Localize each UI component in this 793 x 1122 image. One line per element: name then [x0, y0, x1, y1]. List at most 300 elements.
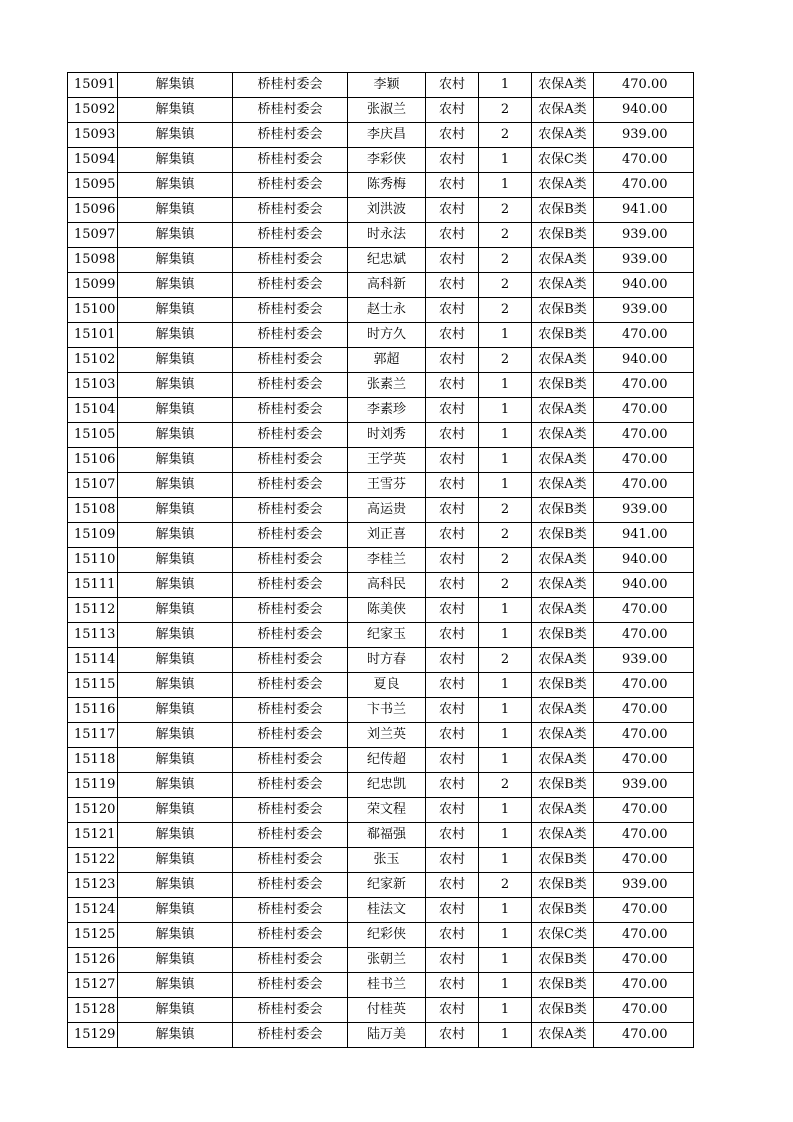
insurance-category-cell: 农保A类	[532, 748, 594, 773]
name-cell: 王学英	[348, 448, 426, 473]
household-count-cell: 2	[479, 223, 532, 248]
serial-number-cell: 15118	[68, 748, 118, 773]
household-count-cell: 2	[479, 873, 532, 898]
insurance-category-cell: 农保B类	[532, 873, 594, 898]
area-type-cell: 农村	[426, 998, 479, 1023]
amount-cell: 470.00	[594, 323, 694, 348]
name-cell: 李桂兰	[348, 548, 426, 573]
insurance-category-cell: 农保B类	[532, 498, 594, 523]
data-table	[67, 72, 694, 1048]
village-committee-cell: 桥桂村委会	[233, 348, 348, 373]
household-count-cell: 1	[479, 323, 532, 348]
village-committee-cell: 桥桂村委会	[233, 573, 348, 598]
town-cell: 解集镇	[118, 698, 233, 723]
serial-number-cell: 15114	[68, 648, 118, 673]
name-cell: 李颖	[348, 73, 426, 98]
household-count-cell: 1	[479, 423, 532, 448]
area-type-cell: 农村	[426, 523, 479, 548]
name-cell: 高运贵	[348, 498, 426, 523]
amount-cell: 939.00	[594, 248, 694, 273]
table-row	[68, 373, 694, 398]
village-committee-cell: 桥桂村委会	[233, 298, 348, 323]
insurance-category-cell: 农保A类	[532, 548, 594, 573]
household-count-cell: 1	[479, 398, 532, 423]
insurance-category-cell: 农保A类	[532, 248, 594, 273]
village-committee-cell: 桥桂村委会	[233, 673, 348, 698]
name-cell: 高科新	[348, 273, 426, 298]
amount-cell: 470.00	[594, 623, 694, 648]
household-count-cell: 1	[479, 923, 532, 948]
household-count-cell: 1	[479, 173, 532, 198]
village-committee-cell: 桥桂村委会	[233, 448, 348, 473]
household-count-cell: 1	[479, 848, 532, 873]
amount-cell: 470.00	[594, 823, 694, 848]
village-committee-cell: 桥桂村委会	[233, 823, 348, 848]
amount-cell: 470.00	[594, 423, 694, 448]
insurance-category-cell: 农保B类	[532, 998, 594, 1023]
village-committee-cell: 桥桂村委会	[233, 473, 348, 498]
town-cell: 解集镇	[118, 398, 233, 423]
insurance-category-cell: 农保A类	[532, 398, 594, 423]
insurance-category-cell: 农保A类	[532, 798, 594, 823]
insurance-category-cell: 农保A类	[532, 573, 594, 598]
town-cell: 解集镇	[118, 298, 233, 323]
area-type-cell: 农村	[426, 573, 479, 598]
table-row	[68, 123, 694, 148]
village-committee-cell: 桥桂村委会	[233, 398, 348, 423]
amount-cell: 470.00	[594, 748, 694, 773]
name-cell: 纪忠凯	[348, 773, 426, 798]
area-type-cell: 农村	[426, 773, 479, 798]
amount-cell: 939.00	[594, 498, 694, 523]
village-committee-cell: 桥桂村委会	[233, 548, 348, 573]
village-committee-cell: 桥桂村委会	[233, 223, 348, 248]
town-cell: 解集镇	[118, 98, 233, 123]
town-cell: 解集镇	[118, 198, 233, 223]
table-row	[68, 498, 694, 523]
household-count-cell: 1	[479, 948, 532, 973]
serial-number-cell: 15116	[68, 698, 118, 723]
area-type-cell: 农村	[426, 923, 479, 948]
household-count-cell: 1	[479, 898, 532, 923]
town-cell: 解集镇	[118, 873, 233, 898]
serial-number-cell: 15099	[68, 273, 118, 298]
insurance-category-cell: 农保A类	[532, 423, 594, 448]
table-row	[68, 898, 694, 923]
household-count-cell: 2	[479, 123, 532, 148]
amount-cell: 470.00	[594, 148, 694, 173]
name-cell: 赵士永	[348, 298, 426, 323]
serial-number-cell: 15127	[68, 973, 118, 998]
name-cell: 高科民	[348, 573, 426, 598]
town-cell: 解集镇	[118, 948, 233, 973]
insurance-category-cell: 农保B类	[532, 373, 594, 398]
table-row	[68, 623, 694, 648]
household-count-cell: 1	[479, 623, 532, 648]
table-row	[68, 398, 694, 423]
table-row	[68, 198, 694, 223]
amount-cell: 940.00	[594, 98, 694, 123]
name-cell: 刘洪波	[348, 198, 426, 223]
name-cell: 张素兰	[348, 373, 426, 398]
insurance-category-cell: 农保A类	[532, 348, 594, 373]
town-cell: 解集镇	[118, 998, 233, 1023]
table-row	[68, 248, 694, 273]
amount-cell: 939.00	[594, 648, 694, 673]
insurance-category-cell: 农保A类	[532, 598, 594, 623]
name-cell: 纪家玉	[348, 623, 426, 648]
amount-cell: 470.00	[594, 398, 694, 423]
area-type-cell: 农村	[426, 73, 479, 98]
area-type-cell: 农村	[426, 698, 479, 723]
town-cell: 解集镇	[118, 323, 233, 348]
serial-number-cell: 15091	[68, 73, 118, 98]
table-row	[68, 923, 694, 948]
town-cell: 解集镇	[118, 148, 233, 173]
town-cell: 解集镇	[118, 898, 233, 923]
village-committee-cell: 桥桂村委会	[233, 648, 348, 673]
name-cell: 桂书兰	[348, 973, 426, 998]
area-type-cell: 农村	[426, 423, 479, 448]
village-committee-cell: 桥桂村委会	[233, 898, 348, 923]
name-cell: 王雪芬	[348, 473, 426, 498]
amount-cell: 940.00	[594, 348, 694, 373]
household-count-cell: 1	[479, 998, 532, 1023]
serial-number-cell: 15119	[68, 773, 118, 798]
serial-number-cell: 15126	[68, 948, 118, 973]
amount-cell: 470.00	[594, 473, 694, 498]
table-row	[68, 73, 694, 98]
serial-number-cell: 15104	[68, 398, 118, 423]
household-count-cell: 1	[479, 73, 532, 98]
town-cell: 解集镇	[118, 823, 233, 848]
table-row	[68, 1023, 694, 1048]
town-cell: 解集镇	[118, 223, 233, 248]
table-row	[68, 273, 694, 298]
village-committee-cell: 桥桂村委会	[233, 798, 348, 823]
serial-number-cell: 15110	[68, 548, 118, 573]
town-cell: 解集镇	[118, 248, 233, 273]
amount-cell: 941.00	[594, 198, 694, 223]
village-committee-cell: 桥桂村委会	[233, 773, 348, 798]
insurance-category-cell: 农保B类	[532, 323, 594, 348]
area-type-cell: 农村	[426, 598, 479, 623]
table-row	[68, 948, 694, 973]
insurance-category-cell: 农保A类	[532, 648, 594, 673]
serial-number-cell: 15103	[68, 373, 118, 398]
name-cell: 陆万美	[348, 1023, 426, 1048]
table-row	[68, 848, 694, 873]
household-count-cell: 2	[479, 773, 532, 798]
town-cell: 解集镇	[118, 73, 233, 98]
insurance-category-cell: 农保A类	[532, 723, 594, 748]
insurance-category-cell: 农保C类	[532, 923, 594, 948]
table-row	[68, 598, 694, 623]
area-type-cell: 农村	[426, 823, 479, 848]
name-cell: 李素珍	[348, 398, 426, 423]
insurance-category-cell: 农保B类	[532, 848, 594, 873]
amount-cell: 470.00	[594, 1023, 694, 1048]
amount-cell: 470.00	[594, 948, 694, 973]
amount-cell: 940.00	[594, 273, 694, 298]
village-committee-cell: 桥桂村委会	[233, 748, 348, 773]
name-cell: 时方春	[348, 648, 426, 673]
village-committee-cell: 桥桂村委会	[233, 923, 348, 948]
village-committee-cell: 桥桂村委会	[233, 73, 348, 98]
insurance-category-cell: 农保B类	[532, 948, 594, 973]
area-type-cell: 农村	[426, 223, 479, 248]
town-cell: 解集镇	[118, 648, 233, 673]
table-row	[68, 523, 694, 548]
area-type-cell: 农村	[426, 498, 479, 523]
table-body	[68, 73, 694, 1048]
village-committee-cell: 桥桂村委会	[233, 148, 348, 173]
amount-cell: 470.00	[594, 848, 694, 873]
town-cell: 解集镇	[118, 573, 233, 598]
table-row	[68, 748, 694, 773]
household-count-cell: 1	[479, 1023, 532, 1048]
amount-cell: 470.00	[594, 73, 694, 98]
amount-cell: 470.00	[594, 673, 694, 698]
table-row	[68, 448, 694, 473]
serial-number-cell: 15106	[68, 448, 118, 473]
insurance-category-cell: 农保A类	[532, 273, 594, 298]
area-type-cell: 农村	[426, 748, 479, 773]
town-cell: 解集镇	[118, 473, 233, 498]
village-committee-cell: 桥桂村委会	[233, 723, 348, 748]
name-cell: 纪彩侠	[348, 923, 426, 948]
household-count-cell: 1	[479, 823, 532, 848]
name-cell: 张玉	[348, 848, 426, 873]
amount-cell: 470.00	[594, 798, 694, 823]
area-type-cell: 农村	[426, 648, 479, 673]
household-count-cell: 1	[479, 473, 532, 498]
area-type-cell: 农村	[426, 248, 479, 273]
town-cell: 解集镇	[118, 173, 233, 198]
household-count-cell: 1	[479, 698, 532, 723]
area-type-cell: 农村	[426, 273, 479, 298]
village-committee-cell: 桥桂村委会	[233, 523, 348, 548]
name-cell: 夏良	[348, 673, 426, 698]
amount-cell: 939.00	[594, 773, 694, 798]
amount-cell: 939.00	[594, 123, 694, 148]
name-cell: 纪忠斌	[348, 248, 426, 273]
serial-number-cell: 15105	[68, 423, 118, 448]
village-committee-cell: 桥桂村委会	[233, 323, 348, 348]
name-cell: 荣文程	[348, 798, 426, 823]
town-cell: 解集镇	[118, 548, 233, 573]
village-committee-cell: 桥桂村委会	[233, 998, 348, 1023]
serial-number-cell: 15117	[68, 723, 118, 748]
name-cell: 陈秀梅	[348, 173, 426, 198]
table-row	[68, 548, 694, 573]
table-row	[68, 573, 694, 598]
serial-number-cell: 15124	[68, 898, 118, 923]
name-cell: 时方久	[348, 323, 426, 348]
area-type-cell: 农村	[426, 348, 479, 373]
name-cell: 刘兰英	[348, 723, 426, 748]
amount-cell: 939.00	[594, 873, 694, 898]
amount-cell: 940.00	[594, 573, 694, 598]
name-cell: 时刘秀	[348, 423, 426, 448]
amount-cell: 470.00	[594, 723, 694, 748]
town-cell: 解集镇	[118, 273, 233, 298]
household-count-cell: 1	[479, 973, 532, 998]
amount-cell: 939.00	[594, 298, 694, 323]
area-type-cell: 农村	[426, 473, 479, 498]
table-row	[68, 673, 694, 698]
town-cell: 解集镇	[118, 123, 233, 148]
serial-number-cell: 15125	[68, 923, 118, 948]
household-count-cell: 2	[479, 648, 532, 673]
village-committee-cell: 桥桂村委会	[233, 98, 348, 123]
household-count-cell: 1	[479, 598, 532, 623]
village-committee-cell: 桥桂村委会	[233, 873, 348, 898]
insurance-category-cell: 农保B类	[532, 623, 594, 648]
town-cell: 解集镇	[118, 448, 233, 473]
table-row	[68, 823, 694, 848]
insurance-category-cell: 农保B类	[532, 673, 594, 698]
amount-cell: 470.00	[594, 973, 694, 998]
village-committee-cell: 桥桂村委会	[233, 273, 348, 298]
table-row	[68, 798, 694, 823]
household-count-cell: 2	[479, 548, 532, 573]
name-cell: 付桂英	[348, 998, 426, 1023]
insurance-category-cell: 农保A类	[532, 823, 594, 848]
village-committee-cell: 桥桂村委会	[233, 373, 348, 398]
table-row	[68, 298, 694, 323]
name-cell: 纪家新	[348, 873, 426, 898]
serial-number-cell: 15094	[68, 148, 118, 173]
name-cell: 陈美侠	[348, 598, 426, 623]
village-committee-cell: 桥桂村委会	[233, 123, 348, 148]
name-cell: 刘正喜	[348, 523, 426, 548]
insurance-category-cell: 农保A类	[532, 73, 594, 98]
serial-number-cell: 15129	[68, 1023, 118, 1048]
area-type-cell: 农村	[426, 898, 479, 923]
serial-number-cell: 15128	[68, 998, 118, 1023]
amount-cell: 470.00	[594, 373, 694, 398]
village-committee-cell: 桥桂村委会	[233, 248, 348, 273]
household-count-cell: 2	[479, 523, 532, 548]
serial-number-cell: 15120	[68, 798, 118, 823]
amount-cell: 470.00	[594, 898, 694, 923]
amount-cell: 470.00	[594, 998, 694, 1023]
area-type-cell: 农村	[426, 448, 479, 473]
table-row	[68, 98, 694, 123]
area-type-cell: 农村	[426, 548, 479, 573]
serial-number-cell: 15096	[68, 198, 118, 223]
household-count-cell: 2	[479, 98, 532, 123]
serial-number-cell: 15108	[68, 498, 118, 523]
town-cell: 解集镇	[118, 723, 233, 748]
name-cell: 张淑兰	[348, 98, 426, 123]
name-cell: 纪传超	[348, 748, 426, 773]
household-count-cell: 1	[479, 448, 532, 473]
serial-number-cell: 15093	[68, 123, 118, 148]
household-count-cell: 2	[479, 348, 532, 373]
area-type-cell: 农村	[426, 723, 479, 748]
insurance-category-cell: 农保B类	[532, 298, 594, 323]
household-count-cell: 1	[479, 148, 532, 173]
village-committee-cell: 桥桂村委会	[233, 598, 348, 623]
serial-number-cell: 15095	[68, 173, 118, 198]
serial-number-cell: 15111	[68, 573, 118, 598]
table-row	[68, 723, 694, 748]
serial-number-cell: 15107	[68, 473, 118, 498]
town-cell: 解集镇	[118, 423, 233, 448]
serial-number-cell: 15115	[68, 673, 118, 698]
area-type-cell: 农村	[426, 123, 479, 148]
amount-cell: 470.00	[594, 698, 694, 723]
insurance-category-cell: 农保B类	[532, 223, 594, 248]
area-type-cell: 农村	[426, 373, 479, 398]
name-cell: 桂法文	[348, 898, 426, 923]
name-cell: 李彩侠	[348, 148, 426, 173]
area-type-cell: 农村	[426, 323, 479, 348]
table-row	[68, 998, 694, 1023]
town-cell: 解集镇	[118, 523, 233, 548]
serial-number-cell: 15109	[68, 523, 118, 548]
town-cell: 解集镇	[118, 848, 233, 873]
village-committee-cell: 桥桂村委会	[233, 423, 348, 448]
town-cell: 解集镇	[118, 498, 233, 523]
insurance-category-cell: 农保B类	[532, 523, 594, 548]
serial-number-cell: 15100	[68, 298, 118, 323]
table-row	[68, 773, 694, 798]
insurance-category-cell: 农保B类	[532, 898, 594, 923]
amount-cell: 470.00	[594, 598, 694, 623]
household-count-cell: 1	[479, 723, 532, 748]
insurance-category-cell: 农保A类	[532, 1023, 594, 1048]
household-count-cell: 1	[479, 748, 532, 773]
area-type-cell: 农村	[426, 148, 479, 173]
serial-number-cell: 15097	[68, 223, 118, 248]
serial-number-cell: 15102	[68, 348, 118, 373]
insurance-category-cell: 农保B类	[532, 773, 594, 798]
household-count-cell: 2	[479, 498, 532, 523]
serial-number-cell: 15113	[68, 623, 118, 648]
amount-cell: 941.00	[594, 523, 694, 548]
town-cell: 解集镇	[118, 748, 233, 773]
table-row	[68, 323, 694, 348]
insurance-category-cell: 农保A类	[532, 123, 594, 148]
household-count-cell: 2	[479, 248, 532, 273]
insurance-category-cell: 农保A类	[532, 698, 594, 723]
household-count-cell: 2	[479, 298, 532, 323]
amount-cell: 940.00	[594, 548, 694, 573]
table-row	[68, 173, 694, 198]
town-cell: 解集镇	[118, 348, 233, 373]
household-count-cell: 1	[479, 673, 532, 698]
household-count-cell: 2	[479, 573, 532, 598]
table-row	[68, 973, 694, 998]
name-cell: 张朝兰	[348, 948, 426, 973]
town-cell: 解集镇	[118, 773, 233, 798]
insurance-category-cell: 农保B类	[532, 198, 594, 223]
village-committee-cell: 桥桂村委会	[233, 198, 348, 223]
table-row	[68, 423, 694, 448]
table-row	[68, 873, 694, 898]
area-type-cell: 农村	[426, 848, 479, 873]
amount-cell: 939.00	[594, 223, 694, 248]
name-cell: 郭超	[348, 348, 426, 373]
insurance-category-cell: 农保A类	[532, 173, 594, 198]
town-cell: 解集镇	[118, 623, 233, 648]
serial-number-cell: 15098	[68, 248, 118, 273]
amount-cell: 470.00	[594, 173, 694, 198]
serial-number-cell: 15121	[68, 823, 118, 848]
